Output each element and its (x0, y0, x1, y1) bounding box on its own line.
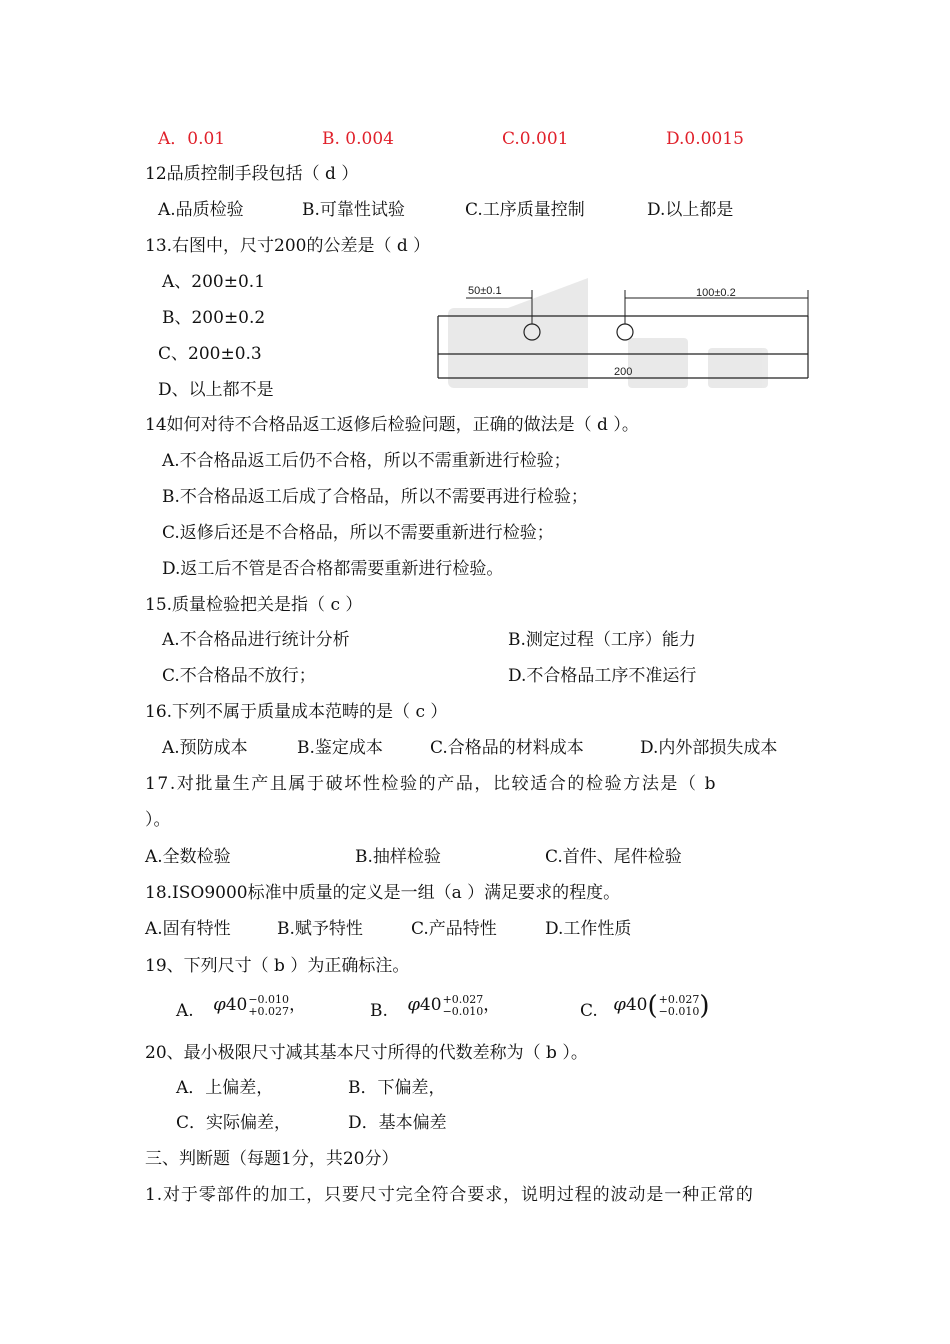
q18-option-b: B.赋予特性 (277, 919, 363, 939)
q16-stem: 16.下列不属于质量成本范畴的是（ c ） (145, 702, 448, 722)
q15-option-c: C.不合格品不放行； (162, 666, 316, 686)
q13-option-d: D、以上都不是 (158, 380, 274, 400)
q14-stem: 14如何对待不合格品返工返修后检验问题，正确的做法是（ d ）。 (145, 415, 639, 435)
q15-option-d: D.不合格品工序不准运行 (508, 666, 697, 686)
q16-option-c: C.合格品的材料成本 (430, 738, 584, 758)
q16-option-d: D.内外部损失成本 (640, 738, 778, 758)
q20-option-a: A．上偏差， (176, 1078, 274, 1098)
q12-option-a: A.品质检验 (158, 200, 244, 220)
q11-option-c: C.0.001 (502, 129, 569, 149)
q14-option-a: A.不合格品返工后仍不合格，所以不需重新进行检验； (162, 451, 571, 471)
q13-option-b: B、200±0.2 (162, 308, 266, 328)
hole-2 (617, 324, 633, 340)
q15-option-b: B.测定过程（工序）能力 (508, 630, 696, 650)
q16-option-a: A.预防成本 (162, 738, 248, 758)
dim-label-total: 200 (614, 366, 633, 378)
q14-option-b: B.不合格品返工后成了合格品，所以不需要再进行检验； (162, 487, 588, 507)
q16-option-b: B.鉴定成本 (297, 738, 383, 758)
q12-stem: 12品质控制手段包括（ d ） (145, 164, 359, 184)
q20-option-c: C．实际偏差， (176, 1113, 292, 1133)
section3-q1-line1: 1.对于零部件的加工，只要尺寸完全符合要求，说明过程的波动是一种正常的 (145, 1185, 754, 1205)
q19-option-b: B. φ40+0.027 −0.010， (370, 992, 501, 1021)
q17-option-a: A.全数检验 (145, 847, 231, 867)
q13-stem: 13.右图中，尺寸200的公差是（ d ） (145, 236, 431, 256)
q18-stem: 18.ISO9000标准中质量的定义是一组（a ）满足要求的程度。 (145, 883, 621, 903)
q11-option-d: D.0.0015 (666, 129, 744, 149)
q13-option-a: A、200±0.1 (162, 272, 266, 292)
dim-label-left: 50±0.1 (468, 285, 502, 297)
q18-option-a: A.固有特性 (145, 919, 231, 939)
q14-option-c: C.返修后还是不合格品，所以不需要重新进行检验； (162, 523, 554, 543)
q20-option-d: D．基本偏差 (348, 1113, 447, 1133)
dim-label-right: 100±0.2 (696, 287, 736, 299)
section3-title: 三、判断题（每题1分，共20分） (145, 1149, 399, 1169)
q20-stem: 20、最小极限尺寸减其基本尺寸所得的代数差称为（ b ）。 (145, 1043, 588, 1063)
q12-option-c: C.工序质量控制 (465, 200, 585, 220)
q18-option-c: C.产品特性 (411, 919, 497, 939)
q17-option-b: B.抽样检验 (355, 847, 441, 867)
q11-option-a: A．0.01 (158, 129, 226, 149)
q17-stem-line2: ）。 (145, 810, 171, 830)
q14-option-d: D.返工后不管是否合格都需要重新进行检验。 (162, 559, 504, 579)
q11-option-b: B. 0.004 (322, 129, 394, 149)
q20-option-b: B．下偏差， (348, 1078, 446, 1098)
q13-option-c: C、200±0.3 (158, 344, 262, 364)
q12-option-d: D.以上都是 (647, 200, 734, 220)
q12-option-b: B.可靠性试验 (302, 200, 405, 220)
q17-option-c: C.首件、尾件检验 (545, 847, 682, 867)
q18-option-d: D.工作性质 (545, 919, 632, 939)
q19-stem: 19、下列尺寸（ b ）为正确标注。 (145, 956, 410, 976)
q17-stem-line1: 17.对批量生产且属于破坏性检验的产品，比较适合的检验方法是（ b (145, 774, 718, 794)
q19-option-a: A. φ40−0.010 +0.027， (176, 992, 307, 1021)
q19-option-c: C. φ40(+0.027 −0.010) (580, 990, 710, 1021)
q15-option-a: A.不合格品进行统计分析 (162, 630, 350, 650)
q13-dimension-drawing (428, 268, 818, 390)
q15-stem: 15.质量检验把关是指（ c ） (145, 595, 363, 615)
